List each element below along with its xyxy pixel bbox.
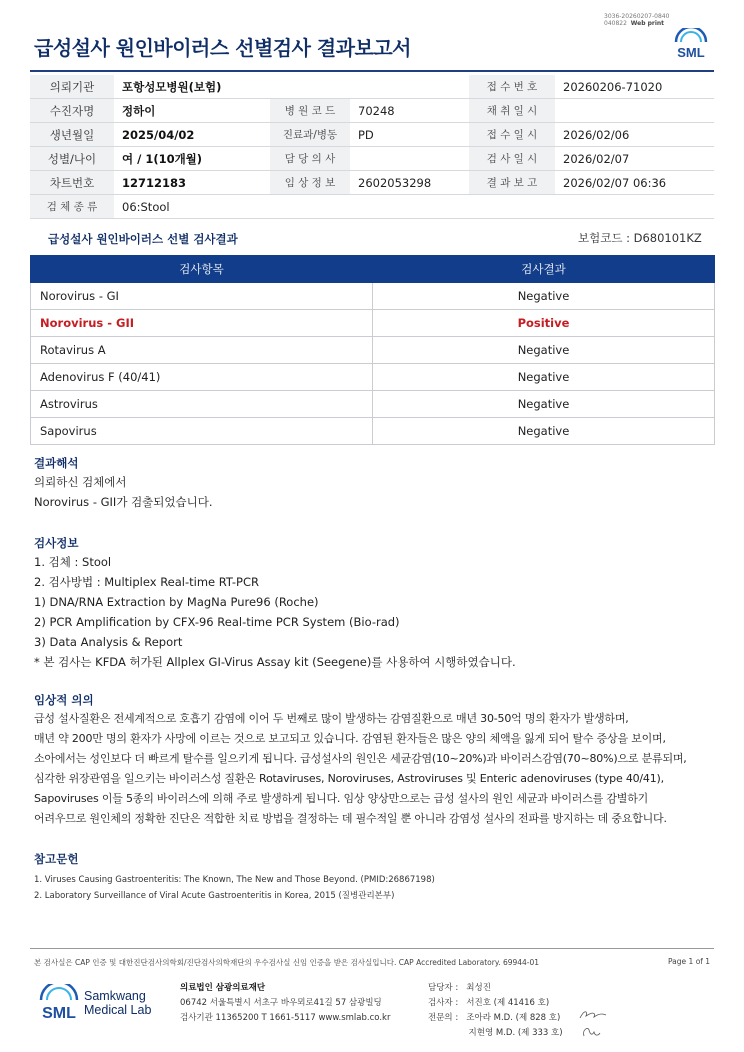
label-receipt-date: 접 수 일 시 xyxy=(469,123,555,147)
label-sex-age: 성별/나이 xyxy=(30,147,114,171)
print-code-line2 xyxy=(604,20,669,27)
label-test-date: 검 사 일 시 xyxy=(469,147,555,171)
logo-text: SML xyxy=(677,45,705,60)
title-divider xyxy=(30,70,714,72)
info-row xyxy=(30,195,714,219)
organization-info xyxy=(180,981,390,1026)
value-chart-no: 12712183 xyxy=(114,171,270,195)
staff-line: 담당자 : 최성진 xyxy=(428,983,491,993)
signature-mark xyxy=(580,1024,606,1040)
clinical-line: 매년 약 200만 명의 환자가 사망에 이르는 것으로 보고되고 있습니다. 감염된 환자들은 많은 양의 체액을 잃게 되어 탈수 증상을 보이며, xyxy=(34,732,666,745)
test-info-line: 1) DNA/RNA Extraction by MagNa Pure96 (Roche) xyxy=(34,595,319,609)
info-row xyxy=(30,123,714,147)
brand-name xyxy=(84,989,151,1017)
clinical-heading: 임상적 의의 xyxy=(34,693,94,707)
test-item: Rotavirus A xyxy=(31,337,373,364)
clinical-line: Sapoviruses 이들 5종의 바이러스에 의해 주로 발생하게 됩니다. 임상 양상만으로는 급성 설사의 원인 세균과 바이러스를 감별하기 xyxy=(34,792,649,805)
value-clinical-info: 2602053298 xyxy=(350,171,469,195)
interpretation-line: Norovirus - GII가 검출되었습니다. xyxy=(34,495,213,509)
header-test-result: 검사결과 xyxy=(373,256,715,283)
staff-line: 검사자 : 서진호 (제 41416 호) xyxy=(428,998,550,1008)
test-result: Negative xyxy=(373,283,715,310)
table-row-positive xyxy=(31,310,715,337)
label-requesting-org: 의뢰기관 xyxy=(30,75,114,99)
test-item: Adenovirus F (40/41) xyxy=(31,364,373,391)
sml-logo-icon xyxy=(670,28,712,64)
staff-line: 전문의 : 조아라 M.D. (제 828 호) xyxy=(428,1013,561,1023)
patient-info-table xyxy=(30,75,714,219)
value-physician xyxy=(350,147,469,171)
label-physician: 담 당 의 사 xyxy=(270,147,350,171)
label-specimen-type: 검 체 종 류 xyxy=(30,195,114,219)
test-result: Negative xyxy=(373,418,715,445)
page-number: Page 1 of 1 xyxy=(668,957,711,966)
results-table xyxy=(30,255,715,445)
test-info-line: 2. 검사방법 : Multiplex Real-time RT-PCR xyxy=(34,575,259,589)
org-name: 의료법인 삼광의료재단 xyxy=(180,983,266,993)
value-receipt-no: 20260206-71020 xyxy=(555,75,714,99)
label-receipt-no: 접 수 번 호 xyxy=(469,75,555,99)
test-item: Norovirus - GII xyxy=(31,310,373,337)
info-row xyxy=(30,99,714,123)
value-patient-name: 정하이 xyxy=(114,99,270,123)
report-print-code xyxy=(604,13,669,27)
interpretation-heading: 결과해석 xyxy=(34,456,79,470)
label-collection-date: 채 취 일 시 xyxy=(469,99,555,123)
table-row xyxy=(31,418,715,445)
label-patient-name: 수진자명 xyxy=(30,99,114,123)
interpretation-text xyxy=(34,472,213,512)
footer-logo-text: SML xyxy=(42,1005,76,1022)
table-row xyxy=(31,364,715,391)
value-specimen-type: 06:Stool xyxy=(114,195,714,219)
clinical-line: 어려우므로 원인체의 정확한 진단은 적합한 치료 방법을 결정하는 데 필수적일 뿐 아니라 감염성 설사의 전파를 방지하는 데 중요합니다. xyxy=(34,812,667,825)
value-department: PD xyxy=(350,123,469,147)
print-code-id: 040822 xyxy=(604,20,627,27)
label-birth-date: 생년월일 xyxy=(30,123,114,147)
test-info-line: 3) Data Analysis & Report xyxy=(34,635,183,649)
brand-line2: Medical Lab xyxy=(84,1003,152,1017)
web-print-label: Web print xyxy=(630,20,665,27)
value-sex-age: 여 / 1(10개월) xyxy=(114,147,270,171)
value-birth-date: 2025/04/02 xyxy=(114,123,270,147)
test-info-line: 2) PCR Amplification by CFX-96 Real-time PCR System (Bio-rad) xyxy=(34,615,400,629)
label-chart-no: 차트번호 xyxy=(30,171,114,195)
references-list xyxy=(34,872,435,904)
staff-list xyxy=(428,981,563,1041)
table-row xyxy=(31,391,715,418)
accreditation-note: 본 검사실은 CAP 인증 및 대한진단검사의학회/진단검사의학재단의 우수검사실 신임 인증을 받은 검사실입니다. CAP Accredited Laboratory. 69944-01 xyxy=(34,958,540,967)
clinical-line: 소아에서는 성인보다 더 빠르게 탈수를 일으키게 됩니다. 급성설사의 원인은 세균감염(10~20%)과 바이러스감염(70~80%)으로 분류되며, xyxy=(34,752,687,765)
interpretation-line: 의뢰하신 검체에서 xyxy=(34,475,127,489)
label-clinical-info: 임 상 정 보 xyxy=(270,171,350,195)
test-info-line: 1. 검체 : Stool xyxy=(34,555,112,569)
info-row xyxy=(30,147,714,171)
print-code-line1: 3036-20260207-0840 xyxy=(604,13,670,20)
test-item: Sapovirus xyxy=(31,418,373,445)
test-info-text xyxy=(34,552,516,672)
test-item: Astrovirus xyxy=(31,391,373,418)
brand-line1: Samkwang xyxy=(84,989,146,1003)
org-contact: 검사기관 11365200 T 1661-5117 www.smlab.co.kr xyxy=(180,1013,391,1023)
info-row xyxy=(30,75,714,99)
value-hospital-code: 70248 xyxy=(350,99,469,123)
org-address: 06742 서울특별시 서초구 바우뫼로41길 57 삼광빌딩 xyxy=(180,998,382,1008)
value-collection-date xyxy=(555,99,714,123)
test-result: Negative xyxy=(373,391,715,418)
test-result: Negative xyxy=(373,337,715,364)
value-receipt-date: 2026/02/06 xyxy=(555,123,714,147)
results-header-row xyxy=(31,256,715,283)
references-heading: 참고문헌 xyxy=(34,852,79,866)
signature-mark xyxy=(578,1008,608,1022)
sml-footer-logo-icon xyxy=(36,984,82,1026)
test-info-heading: 검사정보 xyxy=(34,536,79,550)
footer-divider xyxy=(30,948,714,949)
clinical-line: 심각한 위장관염을 일으키는 바이러스성 질환은 Rotaviruses, Noroviruses, Astroviruses 및 Enteric adenoviruses (type 40/41), xyxy=(34,772,664,785)
label-hospital-code: 병 원 코 드 xyxy=(270,99,350,123)
test-result: Negative xyxy=(373,364,715,391)
table-row xyxy=(31,337,715,364)
label-department: 진료과/병동 xyxy=(270,123,350,147)
test-info-line: * 본 검사는 KFDA 허가된 Allplex GI-Virus Assay kit (Seegene)를 사용하여 시행하였습니다. xyxy=(34,655,516,669)
test-result: Positive xyxy=(373,310,715,337)
insurance-code: 보험코드 : D680101KZ xyxy=(578,231,702,245)
header-test-item: 검사항목 xyxy=(31,256,373,283)
info-row xyxy=(30,171,714,195)
clinical-line: 급성 설사질환은 전세계적으로 호흡기 감염에 이어 두 번째로 많이 발생하는 감염질환으로 매년 30-50억 명의 환자가 발생하며, xyxy=(34,712,629,725)
table-row xyxy=(31,283,715,310)
reference-item: 1. Viruses Causing Gastroenteritis: The Known, The New and Those Beyond. (PMID:26867198) xyxy=(34,875,435,885)
value-report-date: 2026/02/07 06:36 xyxy=(555,171,714,195)
staff-line: 지현영 M.D. (제 333 호) xyxy=(428,1028,563,1038)
clinical-text xyxy=(34,709,687,829)
results-section-title: 급성설사 원인바이러스 선별 검사결과 xyxy=(48,232,238,246)
value-requesting-org: 포항성모병원(보험) xyxy=(114,75,469,99)
report-title: 급성설사 원인바이러스 선별검사 결과보고서 xyxy=(34,36,411,60)
reference-item: 2. Laboratory Surveillance of Viral Acute Gastroenteritis in Korea, 2015 (질병관리본부) xyxy=(34,891,395,901)
test-item: Norovirus - GI xyxy=(31,283,373,310)
label-report-date: 결 과 보 고 xyxy=(469,171,555,195)
value-test-date: 2026/02/07 xyxy=(555,147,714,171)
